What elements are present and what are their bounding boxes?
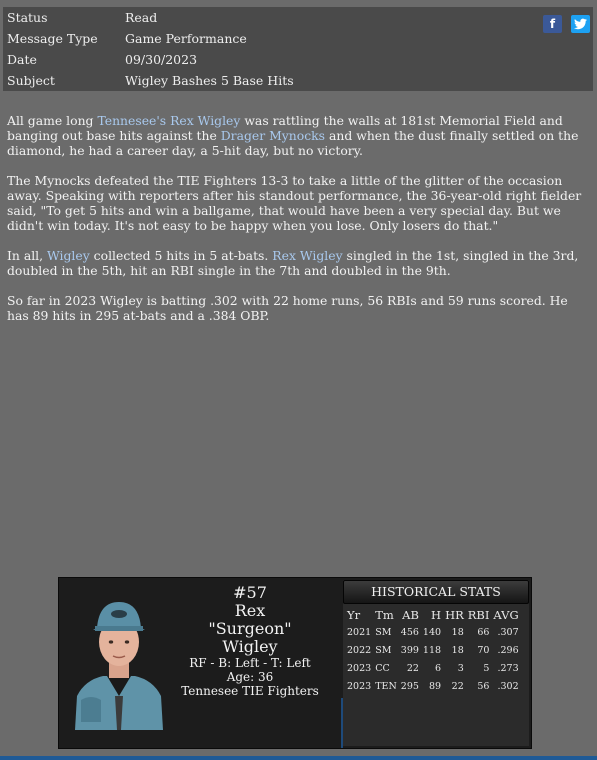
player-first-name: Rex xyxy=(234,601,266,620)
player-link[interactable]: Rex Wigley xyxy=(272,248,343,263)
article-paragraph-4: So far in 2023 Wigley is batting .302 with 22 home runs, 56 RBIs and 59 runs scored. He has 89 hits in 295 at-bats and a .384 OBP. xyxy=(7,293,568,323)
stat-cell: 2022 xyxy=(347,644,372,656)
stat-cell: 295 xyxy=(400,680,419,692)
table-row xyxy=(345,641,521,659)
date-value: 09/30/2023 xyxy=(125,52,198,67)
article-body xyxy=(7,113,587,338)
facebook-share-button[interactable] xyxy=(543,15,562,33)
player-link[interactable]: Tennesee's Rex Wigley xyxy=(97,113,241,128)
column-header-h: H xyxy=(431,608,442,622)
stat-cell: 56 xyxy=(477,680,490,692)
player-card xyxy=(58,577,532,749)
table-row xyxy=(345,659,521,677)
column-header-ab: AB xyxy=(402,608,419,622)
twitter-icon xyxy=(574,18,587,30)
stat-cell: .296 xyxy=(497,644,519,656)
stat-cell: 70 xyxy=(477,644,490,656)
stat-cell: 2023 xyxy=(347,680,372,692)
column-header-rbi: RBI xyxy=(467,608,490,622)
twitter-share-button[interactable] xyxy=(571,15,590,33)
player-portrait[interactable] xyxy=(71,596,167,730)
stat-cell: .307 xyxy=(497,626,519,638)
stat-cell: CC xyxy=(375,662,390,674)
historical-stats-table xyxy=(345,607,521,695)
column-header-tm: Tm xyxy=(375,608,394,622)
stat-cell: 66 xyxy=(477,626,490,638)
message-type-label: Message Type xyxy=(7,31,98,46)
message-type-value: Game Performance xyxy=(125,31,247,46)
team-link[interactable]: Drager Mynocks xyxy=(220,128,326,143)
historical-stats-title: HISTORICAL STATS xyxy=(343,580,529,604)
stat-cell: 140 xyxy=(422,626,442,638)
text-segment: was rattling the walls at 181st Memorial Field and banging out base hits against the xyxy=(7,113,563,143)
stat-cell: 3 xyxy=(457,662,464,674)
article-paragraph-1 xyxy=(7,113,587,158)
stat-cell: 2021 xyxy=(347,626,372,638)
stat-cell: SM xyxy=(375,644,392,656)
player-last-name: Wigley xyxy=(222,637,278,656)
historical-stats-panel xyxy=(343,580,529,746)
stat-cell: SM xyxy=(375,626,392,638)
player-link[interactable]: Wigley xyxy=(47,248,90,263)
facebook-icon: f xyxy=(549,17,556,31)
stat-cell: 22 xyxy=(406,662,419,674)
stat-cell: 18 xyxy=(451,644,464,656)
stat-cell: .273 xyxy=(497,662,519,674)
text-segment: singled in the 1st, singled in the 3rd, doubled in the 5th, hit an RBI single in the 7th and doubled in the 9th. xyxy=(7,248,579,278)
stat-cell: 118 xyxy=(422,644,442,656)
text-segment: and when the dust finally settled on the diamond, he had a career day, a 5-hit day, but no victory. xyxy=(7,128,579,158)
subject-value: Wigley Bashes 5 Base Hits xyxy=(125,73,294,88)
article-paragraph-3 xyxy=(7,248,587,278)
date-label: Date xyxy=(7,52,37,67)
stat-cell: TEN xyxy=(375,680,397,692)
stats-header-row xyxy=(345,607,521,623)
bottom-border xyxy=(0,756,597,760)
player-info xyxy=(174,584,326,698)
stat-cell: 399 xyxy=(400,644,419,656)
player-team[interactable]: Tennesee TIE Fighters xyxy=(181,684,319,698)
stat-cell: 89 xyxy=(428,680,442,692)
column-header-avg: AVG xyxy=(493,608,519,622)
stat-cell: 18 xyxy=(451,626,464,638)
status-value: Read xyxy=(125,10,158,25)
stat-cell: 6 xyxy=(435,662,442,674)
text-segment: All game long xyxy=(7,113,98,128)
status-label: Status xyxy=(7,10,48,25)
stat-cell: 5 xyxy=(483,662,490,674)
column-header-hr: HR xyxy=(445,608,464,622)
column-header-yr: Yr xyxy=(347,608,361,622)
text-segment: collected 5 hits in 5 at-bats. xyxy=(89,248,273,263)
stat-cell: 22 xyxy=(451,680,464,692)
message-header xyxy=(3,7,593,91)
subject-label: Subject xyxy=(7,73,55,88)
text-segment: In all, xyxy=(7,248,48,263)
player-nickname: "Surgeon" xyxy=(208,619,292,638)
table-row xyxy=(345,623,521,641)
player-number: #57 xyxy=(233,583,267,602)
stat-cell: 456 xyxy=(400,626,419,638)
stat-cell: .302 xyxy=(497,680,519,692)
player-position: RF - B: Left - T: Left xyxy=(189,656,311,670)
player-age: Age: 36 xyxy=(226,670,274,684)
article-paragraph-2: The Mynocks defeated the TIE Fighters 13-3 to take a little of the glitter of the occasion away. Speaking with reporters after his standout performance, the 36-year-old right fielder said, "To get 5 hits and win a ballgame, that would have been a very special day. But we didn't win today. It's not easy to be happy when you lose. Only losers do that." xyxy=(7,173,582,233)
table-row xyxy=(345,677,521,695)
stat-cell: 2023 xyxy=(347,662,372,674)
